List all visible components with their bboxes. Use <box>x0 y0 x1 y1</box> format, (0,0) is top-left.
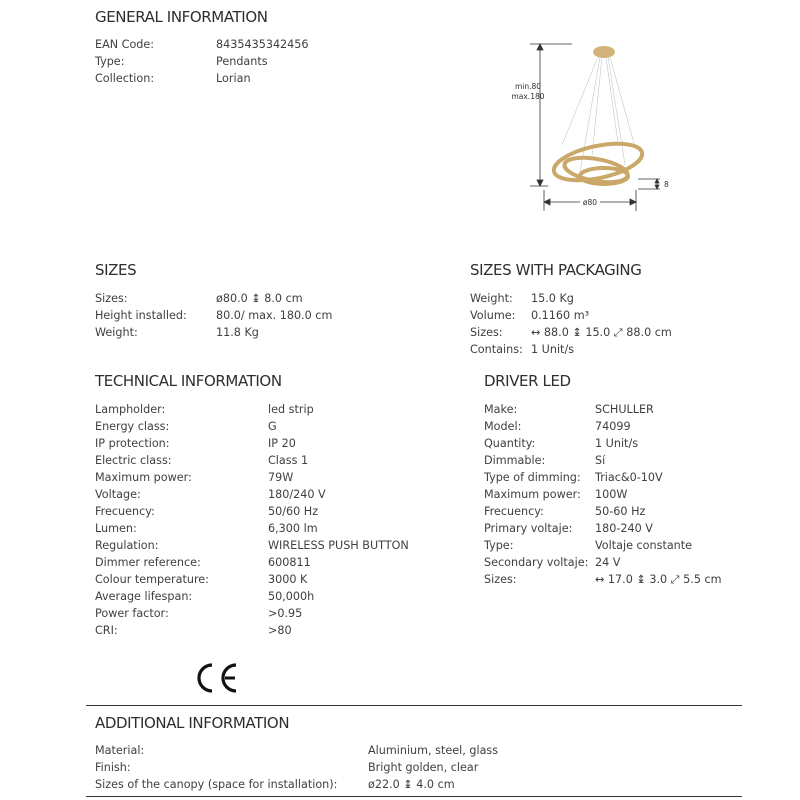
row-label: Weight: <box>470 292 513 305</box>
row-label: Contains: <box>470 343 523 356</box>
row-value: IP 20 <box>268 437 296 450</box>
row-label: Frecuency: <box>484 505 544 518</box>
row-value: 3000 K <box>268 573 308 586</box>
max-height-label: max.180 <box>511 92 545 101</box>
row-value: SCHULLER <box>595 403 654 416</box>
row-label: Sizes: <box>484 573 517 586</box>
row-value: led strip <box>268 403 314 416</box>
row-value: Voltaje constante <box>595 539 693 552</box>
row-value: 1 Unit/s <box>531 343 575 356</box>
row-label: Regulation: <box>95 539 159 552</box>
row-value: WIRELESS PUSH BUTTON <box>268 539 409 552</box>
row-label: Energy class: <box>95 420 170 433</box>
row-label: Sizes: <box>95 292 128 305</box>
row-label: Make: <box>484 403 518 416</box>
depth-dimension-line <box>638 179 660 189</box>
row-value: 74099 <box>595 420 631 433</box>
row-value: 8435435342456 <box>216 38 309 51</box>
row-label: Frecuency: <box>95 505 155 518</box>
driver-led-heading: DRIVER LED <box>484 372 571 390</box>
general-information-heading: GENERAL INFORMATION <box>95 8 268 26</box>
row-value: 1 Unit/s <box>595 437 639 450</box>
row-label: Weight: <box>95 326 138 339</box>
row-label: Lumen: <box>95 522 137 535</box>
row-value: 50,000h <box>268 590 315 603</box>
lamp-dimension-diagram <box>500 35 670 215</box>
divider-bottom <box>86 796 742 797</box>
row-value: Triac&0-10V <box>595 471 663 484</box>
row-value: 15.0 Kg <box>531 292 574 305</box>
row-value: Class 1 <box>268 454 309 467</box>
row-value: 11.8 Kg <box>216 326 259 339</box>
technical-information-heading: TECHNICAL INFORMATION <box>95 372 282 390</box>
row-label: Maximum power: <box>484 488 581 501</box>
additional-information-heading: ADDITIONAL INFORMATION <box>95 714 290 732</box>
row-value: Bright golden, clear <box>368 761 479 774</box>
row-label: Secondary voltaje: <box>484 556 589 569</box>
row-label: CRI: <box>95 624 118 637</box>
divider-top <box>86 705 742 706</box>
row-value: Sí <box>595 454 606 467</box>
row-value: ↔ 88.0 ↨ 15.0 ⤢ 88.0 cm <box>531 326 672 339</box>
row-label: Dimmable: <box>484 454 546 467</box>
row-value: ø22.0 ↨ 4.0 cm <box>368 778 455 791</box>
row-label: IP protection: <box>95 437 170 450</box>
row-value: 79W <box>268 471 294 484</box>
row-value: G <box>268 420 277 433</box>
row-value: 50/60 Hz <box>268 505 319 518</box>
row-label: Electric class: <box>95 454 172 467</box>
row-label: Type: <box>484 539 514 552</box>
row-label: Material: <box>95 744 145 757</box>
row-label: Voltage: <box>95 488 141 501</box>
sizes-with-packaging-heading: SIZES WITH PACKAGING <box>470 261 642 279</box>
row-value: Pendants <box>216 55 268 68</box>
row-label: EAN Code: <box>95 38 155 51</box>
row-value: >0.95 <box>268 607 303 620</box>
row-label: Average lifespan: <box>95 590 193 603</box>
ce-mark-icon <box>193 662 241 694</box>
row-label: Maximum power: <box>95 471 192 484</box>
row-label: Height installed: <box>95 309 187 322</box>
row-label: Type: <box>95 55 125 68</box>
row-value: 6,300 lm <box>268 522 318 535</box>
row-value: 100W <box>595 488 628 501</box>
row-label: Sizes: <box>470 326 503 339</box>
row-label: Primary voltaje: <box>484 522 573 535</box>
depth-label: 8 <box>664 180 669 189</box>
row-value: 180-240 V <box>595 522 653 535</box>
canopy-icon <box>593 46 615 58</box>
diameter-label: ø80 <box>582 198 598 207</box>
row-label: Colour temperature: <box>95 573 209 586</box>
row-value: Aluminium, steel, glass <box>368 744 499 757</box>
row-value: 50-60 Hz <box>595 505 646 518</box>
row-value: 600811 <box>268 556 311 569</box>
min-height-label: min.80 <box>514 82 542 91</box>
row-label: Type of dimming: <box>484 471 581 484</box>
ring-icons <box>551 137 646 187</box>
row-label: Model: <box>484 420 522 433</box>
row-value: ø80.0 ↨ 8.0 cm <box>216 292 303 305</box>
row-value: 80.0/ max. 180.0 cm <box>216 309 333 322</box>
row-label: Volume: <box>470 309 516 322</box>
sizes-heading: SIZES <box>95 261 137 279</box>
row-label: Lampholder: <box>95 403 166 416</box>
row-label: Sizes of the canopy (space for installation): <box>95 778 338 791</box>
row-value: Lorian <box>216 72 251 85</box>
row-value: >80 <box>268 624 292 637</box>
row-value: 0.1160 m³ <box>531 309 590 322</box>
row-label: Power factor: <box>95 607 169 620</box>
row-label: Quantity: <box>484 437 536 450</box>
row-label: Finish: <box>95 761 131 774</box>
row-value: ↔ 17.0 ↨ 3.0 ⤢ 5.5 cm <box>595 573 722 586</box>
row-value: 24 V <box>595 556 621 569</box>
row-label: Collection: <box>95 72 155 85</box>
row-label: Dimmer reference: <box>95 556 201 569</box>
row-value: 180/240 V <box>268 488 326 501</box>
